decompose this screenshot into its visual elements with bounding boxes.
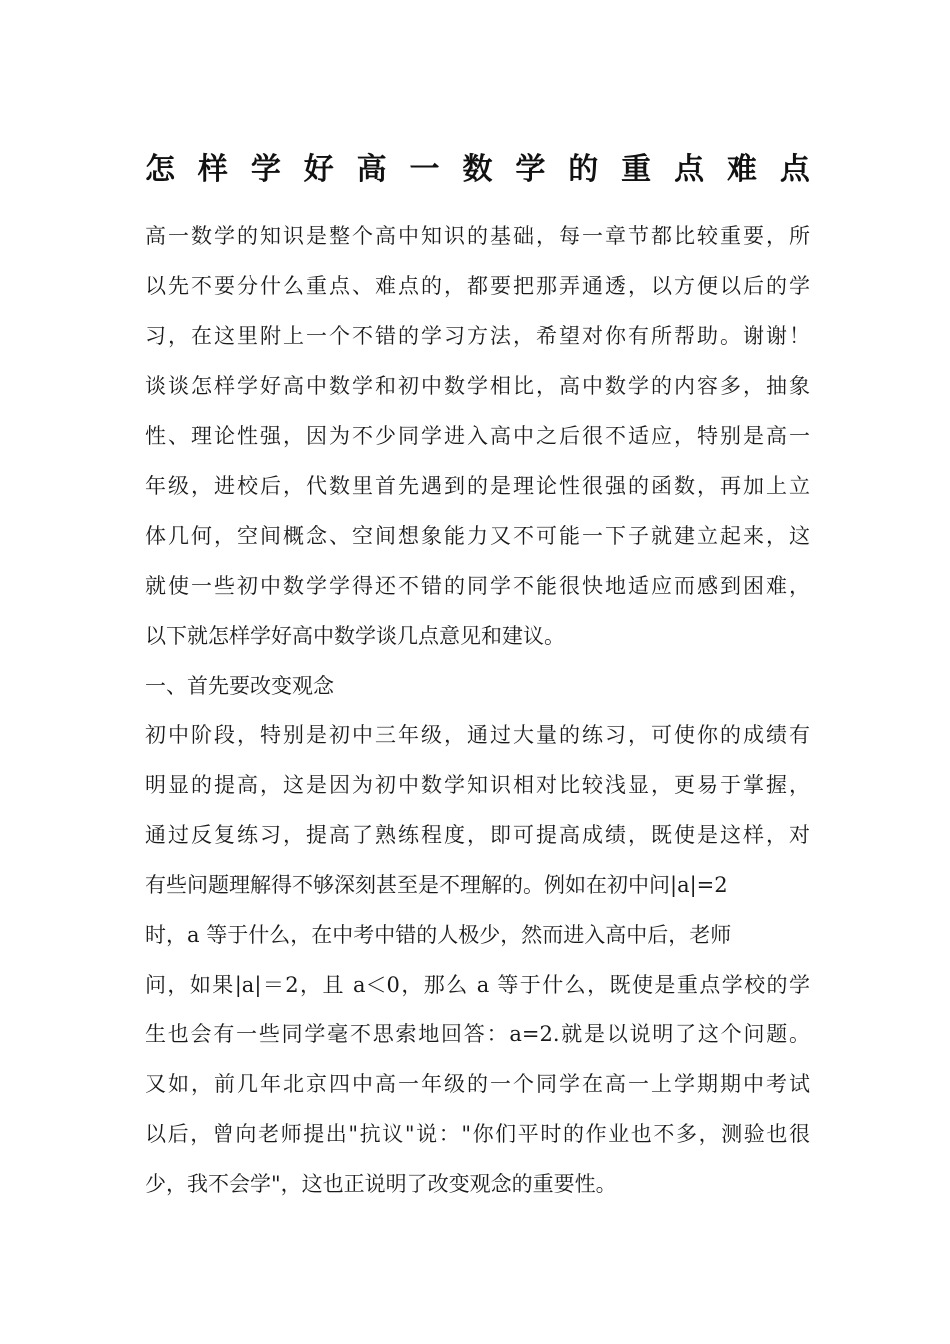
title-char: 高 [356,152,387,187]
text-line: 以后，曾向老师提出"抗议"说："你们平时的作业也不多，测验也很 [145,1122,810,1146]
title-char: 学 [515,152,546,187]
text-line: 谈谈怎样学好高中数学和初中数学相比，高中数学的内容多，抽象 [145,374,810,398]
title-char: 怎 [145,152,175,187]
text-line: 以先不要分什么重点、难点的，都要把那弄通透，以方便以后的学 [145,274,810,298]
section-heading: 一、首先要改变观念 [145,674,334,698]
title-char: 样 [197,152,228,187]
text-line: 初中阶段，特别是初中三年级，通过大量的练习，可使你的成绩有 [145,723,810,747]
title-char: 点 [779,152,810,187]
page-title [145,140,810,192]
title-char: 点 [674,152,705,187]
title-char: 数 [462,152,493,187]
text-line: 时，a 等于什么，在中考中错的人极少，然而进入高中后，老师 [145,923,732,947]
title-char: 难 [726,152,757,187]
title-char: 好 [303,152,334,187]
text-line: 少，我不会学"，这也正说明了改变观念的重要性。 [145,1172,617,1196]
text-line: 高一数学的知识是整个高中知识的基础，每一章节都比较重要，所 [145,224,810,248]
text-line: 问，如果|a|＝2，且 a＜0，那么 a 等于什么，既使是重点学校的学 [145,973,810,997]
title-char: 学 [250,152,281,187]
text-line: 有些问题理解得不够深刻甚至是不理解的。例如在初中问|a|=2 [145,873,728,897]
text-line: 习，在这里附上一个不错的学习方法，希望对你有所帮助。谢谢！ [145,324,810,348]
text-line: 又如，前几年北京四中高一年级的一个同学在高一上学期期中考试 [145,1072,810,1096]
title-char: 一 [409,152,440,187]
text-line: 就使一些初中数学学得还不错的同学不能很快地适应而感到困难， [145,574,810,598]
text-line: 生也会有一些同学毫不思索地回答：a=2.就是以说明了这个问题。 [145,1022,810,1046]
title-char: 的 [568,152,599,187]
text-line: 体几何，空间概念、空间想象能力又不可能一下子就建立起来，这 [145,524,810,548]
text-line: 通过反复练习，提高了熟练程度，即可提高成绩，既使是这样，对 [145,823,810,847]
text-line: 以下就怎样学好高中数学谈几点意见和建议。 [145,624,565,648]
title-char: 重 [621,152,652,187]
text-line: 性、理论性强，因为不少同学进入高中之后很不适应，特别是高一 [145,424,810,448]
text-line: 年级，进校后，代数里首先遇到的是理论性很强的函数，再加上立 [145,474,810,498]
text-line: 明显的提高，这是因为初中数学知识相对比较浅显，更易于掌握， [145,773,810,797]
